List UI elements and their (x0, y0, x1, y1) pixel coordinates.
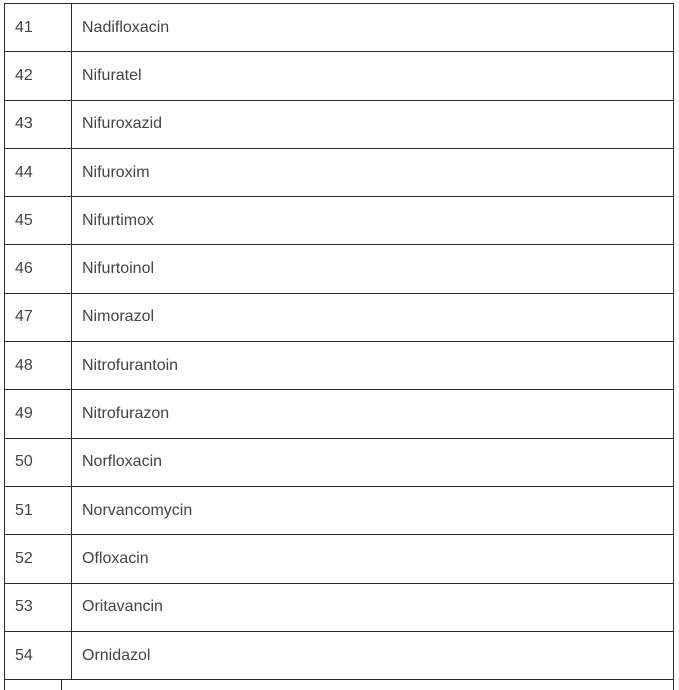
drug-name: Nimorazol (72, 293, 674, 341)
drug-name: Nifuroxazid (72, 100, 674, 148)
table-row (5, 342, 674, 390)
drug-name: Nifuroxim (72, 148, 674, 196)
drug-table-container (4, 3, 674, 680)
row-number: 49 (5, 390, 72, 438)
table-row (5, 535, 674, 583)
row-number: 45 (5, 197, 72, 245)
row-number: 53 (5, 583, 72, 631)
table-row (5, 245, 674, 293)
drug-name: Nitrofurazon (72, 390, 674, 438)
table-row (5, 100, 674, 148)
row-number: 52 (5, 535, 72, 583)
row-number: 50 (5, 438, 72, 486)
drug-name: Oritavancin (72, 583, 674, 631)
table-row (5, 390, 674, 438)
drug-name: Ofloxacin (72, 535, 674, 583)
drug-table-body (5, 4, 674, 680)
next-row-partial (4, 680, 674, 690)
drug-name: Norvancomycin (72, 486, 674, 534)
drug-name: Nadifloxacin (72, 4, 674, 52)
table-row (5, 197, 674, 245)
table-row (5, 438, 674, 486)
table-row (5, 4, 674, 52)
row-number: 44 (5, 148, 72, 196)
column-divider (4, 680, 5, 690)
drug-name: Nifurtimox (72, 197, 674, 245)
row-number: 47 (5, 293, 72, 341)
row-number: 41 (5, 4, 72, 52)
drug-name: Nifurtoinol (72, 245, 674, 293)
row-number: 54 (5, 631, 72, 679)
row-number: 51 (5, 486, 72, 534)
column-divider (61, 680, 62, 690)
row-number: 46 (5, 245, 72, 293)
column-divider (673, 680, 674, 690)
table-row (5, 631, 674, 679)
table-row (5, 148, 674, 196)
table-row (5, 583, 674, 631)
table-row (5, 293, 674, 341)
drug-name: Nifuratel (72, 52, 674, 100)
row-number: 48 (5, 342, 72, 390)
table-row (5, 486, 674, 534)
drug-name: Norfloxacin (72, 438, 674, 486)
drug-name: Ornidazol (72, 631, 674, 679)
table-row (5, 52, 674, 100)
row-number: 43 (5, 100, 72, 148)
drug-name: Nitrofurantoin (72, 342, 674, 390)
drug-table (4, 3, 674, 680)
row-number: 42 (5, 52, 72, 100)
